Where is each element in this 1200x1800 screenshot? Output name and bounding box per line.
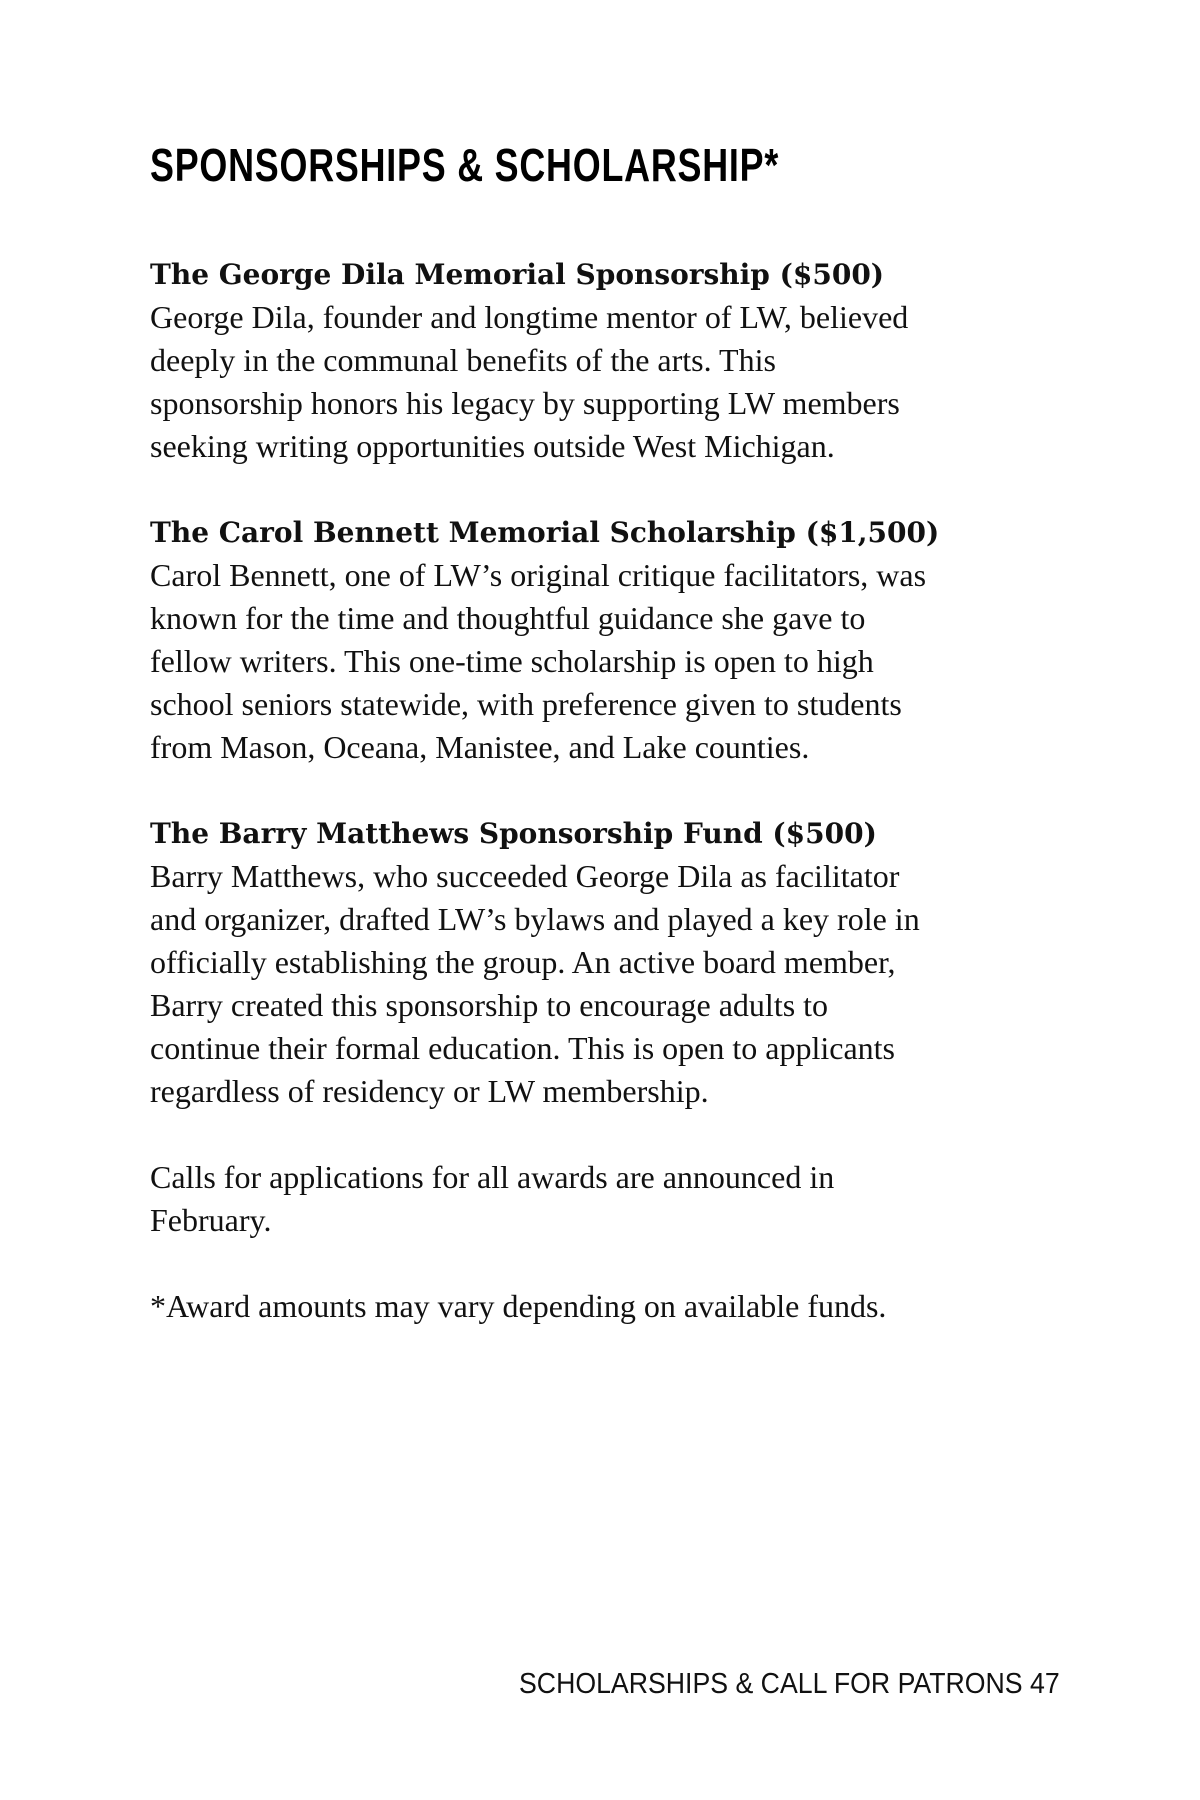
text-line: seeking writing opportunities outside West Michigan. <box>150 427 835 464</box>
text-line: deeply in the communal benefits of the arts. This <box>150 341 776 378</box>
text-line: from Mason, Oceana, Manistee, and Lake counties. <box>150 728 810 765</box>
text-line: fellow writers. This one-time scholarship is open to high <box>150 642 874 679</box>
text-line: Calls for applications for all awards are announced in <box>150 1158 835 1195</box>
text-line: Barry Matthews, who succeeded George Dila as facilitator <box>150 857 900 894</box>
text-line: known for the time and thoughtful guidance she gave to <box>150 599 866 636</box>
award-barry-matthews <box>150 812 1050 1113</box>
text-line: school seniors statewide, with preference given to students <box>150 685 902 722</box>
text-line: Carol Bennett, one of LW’s original critique facilitators, was <box>150 556 927 593</box>
footnote <box>150 1285 1050 1328</box>
text-line: officially establishing the group. An active board member, <box>150 943 896 980</box>
text-line: February. <box>150 1201 272 1238</box>
award-heading: The Barry Matthews Sponsorship Fund ($500) <box>150 816 877 850</box>
award-description <box>150 855 1050 1113</box>
award-george-dila <box>150 253 1050 468</box>
footnote-text: *Award amounts may vary depending on available funds. <box>150 1287 887 1324</box>
award-carol-bennett <box>150 511 1050 769</box>
award-heading: The George Dila Memorial Sponsorship ($500) <box>150 257 885 291</box>
applications-note <box>150 1156 1050 1242</box>
text-line: regardless of residency or LW membership. <box>150 1072 709 1109</box>
award-description <box>150 554 1050 769</box>
text-line: sponsorship honors his legacy by supporting LW members <box>150 384 900 421</box>
text-line: and organizer, drafted LW’s bylaws and played a key role in <box>150 900 920 937</box>
text-line: George Dila, founder and longtime mentor of LW, believed <box>150 298 909 335</box>
text-line: continue their formal education. This is open to applicants <box>150 1029 895 1066</box>
page-title: SPONSORSHIPS & SCHOLARSHIP* <box>150 139 780 191</box>
page-footer: SCHOLARSHIPS & CALL FOR PATRONS 47 <box>519 1668 1060 1700</box>
award-description <box>150 296 1050 468</box>
page-content <box>150 140 1050 1371</box>
text-line: Barry created this sponsorship to encourage adults to <box>150 986 829 1023</box>
award-heading: The Carol Bennett Memorial Scholarship ($1,500) <box>150 515 940 549</box>
